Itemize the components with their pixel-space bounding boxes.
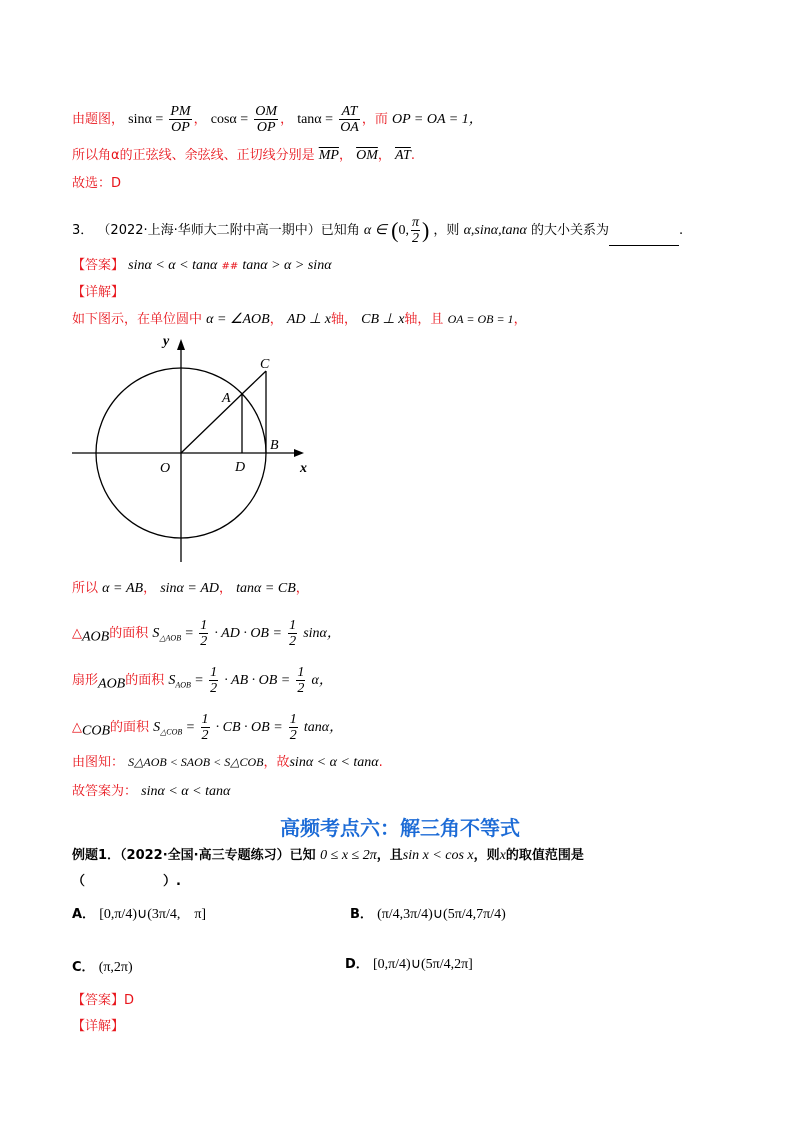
option-text: [0,π/4)∪(3π/4, π] — [99, 907, 207, 922]
formula-line-4 — [72, 712, 343, 743]
triangle-icon: △ — [72, 720, 82, 735]
unit-circle-figure — [60, 330, 330, 570]
num: 1 — [297, 665, 305, 680]
den: 2 — [289, 634, 297, 649]
option-label: C． — [72, 960, 95, 975]
product: · AB · OB = — [224, 673, 291, 688]
answer-expr-2: tanα > α > sinα — [242, 258, 332, 273]
tail: tanα， — [303, 720, 344, 735]
tail: sinα， — [303, 626, 341, 641]
question-source: （2022·上海·华师大二附中高一期中）已知角 — [97, 223, 360, 238]
formula-line-2 — [72, 618, 341, 649]
vector-om: $\overline{OM}$ — [356, 148, 378, 163]
text: 的面积 — [110, 720, 150, 735]
cos-lhs: cosα = — [210, 112, 249, 127]
label-d: D — [235, 460, 246, 475]
text: ， — [219, 581, 233, 596]
x-range: 0 ≤ x ≤ 2π — [320, 848, 377, 863]
answer-expr-1: sinα < α < tanα — [128, 258, 218, 273]
text: 的面积 — [125, 673, 165, 688]
den: 2 — [297, 681, 305, 696]
solution-line-2: 所以角α的正弦线、余弦线、正切线分别是 $\overline{MP}$， $\overline{OM}$， $\overline{AT}$. — [72, 148, 415, 163]
ad-perp: AD ⊥ x — [286, 312, 331, 327]
num: 1 — [210, 665, 218, 680]
fraction-pm-op — [169, 104, 191, 135]
eq: = — [186, 720, 195, 735]
text: 所以角α的正弦线、余弦线、正切线分别是 — [72, 148, 315, 163]
text: 的取值范围是 — [505, 848, 584, 863]
sub: COB — [82, 723, 110, 739]
sin-ad: sinα = AD — [160, 581, 220, 596]
question-number: 3． — [72, 223, 94, 238]
area-s: S — [153, 720, 161, 735]
interval-left-paren: ( — [391, 217, 399, 243]
solution-line-1: 由题图， sinα = $\frac{PM}{OP}$ ， cosα = $\frac{OM}{OP}$ ， tanα = $\frac{AT}{OA}$ ，而 OP = OA = 1， — [72, 104, 483, 135]
num: 1 — [201, 712, 209, 727]
option-label: B． — [350, 907, 373, 922]
label-b: B — [270, 438, 279, 453]
text: ，且 — [376, 848, 403, 863]
option-text: [0,π/4)∪(5π/4,2π] — [372, 957, 473, 972]
label-o: O — [160, 461, 171, 476]
product: · AD · OB = — [214, 626, 282, 641]
option-a[interactable] — [72, 905, 206, 925]
option-d[interactable] — [345, 955, 473, 975]
question-3 — [72, 215, 683, 246]
section-heading: 高频考点六：解三角不等式 — [280, 816, 520, 840]
eq: = — [185, 626, 194, 641]
area-ineq: S△AOB < SAOB < S△COB — [128, 755, 264, 769]
option-text: (π,2π) — [98, 960, 133, 975]
interval-right-paren: ) — [421, 217, 430, 243]
den: 2 — [411, 231, 419, 246]
text: 轴，且 — [404, 312, 444, 327]
text: 的面积 — [109, 626, 149, 641]
var-x: x — [499, 848, 506, 863]
option-text: (π/4,3π/4)∪(5π/4,7π/4) — [377, 907, 506, 922]
den: 2 — [200, 634, 208, 649]
text: ，故 — [263, 755, 290, 770]
num: 1 — [289, 712, 297, 727]
option-label: A． — [72, 907, 96, 922]
num: 1 — [200, 618, 208, 633]
half — [209, 665, 218, 696]
den: OP — [256, 120, 276, 135]
tan-lhs: tanα = — [297, 112, 334, 127]
half — [199, 618, 208, 649]
text: 轴， — [330, 312, 357, 327]
x-axis-arrow — [294, 449, 304, 457]
text: 如下图示，在单位圆中 — [72, 312, 203, 327]
fraction-at-oa — [339, 104, 360, 135]
final-answer-line — [72, 782, 230, 802]
text: ， — [295, 581, 309, 596]
tan-cb: tanα = CB — [236, 581, 296, 596]
answer-blank — [609, 231, 679, 246]
y-axis-arrow — [177, 339, 185, 350]
answer-separator: ## — [221, 261, 239, 272]
pi-over-2 — [411, 215, 420, 246]
den: 2 — [201, 728, 209, 743]
sub: AOB — [82, 629, 110, 645]
fraction-om-op — [254, 104, 278, 135]
segment-oc — [242, 371, 266, 394]
option-label: D． — [345, 957, 369, 972]
example-title: 例题1．（2022·全国·高三专题练习）已知 — [72, 848, 316, 863]
formula-line-5 — [72, 752, 383, 773]
answer-line-1 — [72, 256, 332, 277]
text: ， — [513, 312, 527, 327]
num: AT — [339, 104, 360, 120]
option-b[interactable] — [350, 905, 506, 925]
text: . — [679, 223, 684, 238]
formula-line-1 — [72, 579, 309, 599]
example-1-paren: （ ）. — [72, 874, 181, 889]
area-s: S — [152, 626, 160, 641]
label-y: y — [163, 334, 170, 349]
label-c: C — [260, 357, 270, 372]
alpha-arc: α = AB — [102, 581, 144, 596]
text: 所以 — [72, 581, 99, 596]
text: . — [410, 148, 415, 163]
answer-line-2 — [72, 991, 134, 1011]
num: π — [411, 215, 419, 230]
text: 扇形 — [72, 673, 99, 688]
den: 2 — [210, 681, 218, 696]
option-c[interactable] — [72, 958, 133, 978]
label-a: A — [222, 391, 231, 406]
oa-ob: OA = OB = 1 — [447, 312, 514, 326]
text: ， — [143, 581, 157, 596]
conclusion: sinα < α < tanα — [289, 755, 379, 770]
den: OP — [171, 120, 190, 135]
op-oa-eq: OP = OA = 1， — [392, 112, 483, 127]
answer-tag: 【答案】 — [72, 993, 125, 1008]
text: 由图知： — [72, 755, 125, 770]
num: OM — [255, 104, 278, 119]
text: 故答案为： — [72, 784, 138, 799]
vector-mp: $\overline{MP}$ — [318, 148, 339, 163]
text: ，则 — [433, 223, 460, 238]
product: · CB · OB = — [215, 720, 283, 735]
cb-perp: CB ⊥ x — [361, 312, 405, 327]
tail: α， — [311, 673, 333, 688]
detail-line-1 — [72, 309, 527, 330]
detail-tag-2: 【详解】 — [72, 1019, 125, 1034]
text: 的大小关系为 — [531, 223, 610, 238]
answer-value: D — [124, 993, 135, 1008]
final-expr: sinα < α < tanα — [141, 784, 231, 799]
interval-left: 0, — [398, 223, 409, 238]
vector-at: $\overline{AT}$ — [395, 148, 411, 163]
half — [296, 665, 305, 696]
half — [201, 712, 210, 743]
sub: △AOB — [159, 633, 182, 643]
text: ， — [269, 312, 283, 327]
num: 1 — [289, 618, 297, 633]
eq: = — [195, 673, 203, 688]
half — [289, 712, 298, 743]
alpha-in: α ∈ — [363, 223, 387, 238]
text: 由题图， — [72, 112, 125, 127]
choice-line: 故选：D — [72, 176, 122, 191]
segment-oa — [181, 394, 242, 453]
text: . — [378, 755, 383, 770]
sub: AOB — [175, 680, 191, 690]
text: ，则 — [473, 848, 500, 863]
num: PM — [170, 104, 191, 119]
detail-tag-1: 【详解】 — [72, 285, 125, 300]
den: OA — [340, 120, 359, 135]
den: 2 — [289, 728, 297, 743]
sin-lhs: sinα = — [128, 112, 164, 127]
example-1 — [72, 846, 584, 866]
triangle-icon: △ — [72, 626, 82, 641]
compared-exprs: α,sinα,tanα — [463, 223, 527, 238]
formula-line-3 — [72, 665, 333, 696]
sin-cos-cond: sin x < cos x — [402, 848, 474, 863]
alpha-angle: α = ∠AOB — [206, 312, 270, 327]
half — [288, 618, 297, 649]
text: ，而 — [361, 112, 388, 127]
sub: △COB — [160, 727, 183, 737]
answer-tag: 【答案】 — [72, 258, 125, 273]
area-s: S — [168, 673, 176, 688]
sub: AOB — [98, 676, 126, 692]
label-x: x — [300, 461, 307, 476]
